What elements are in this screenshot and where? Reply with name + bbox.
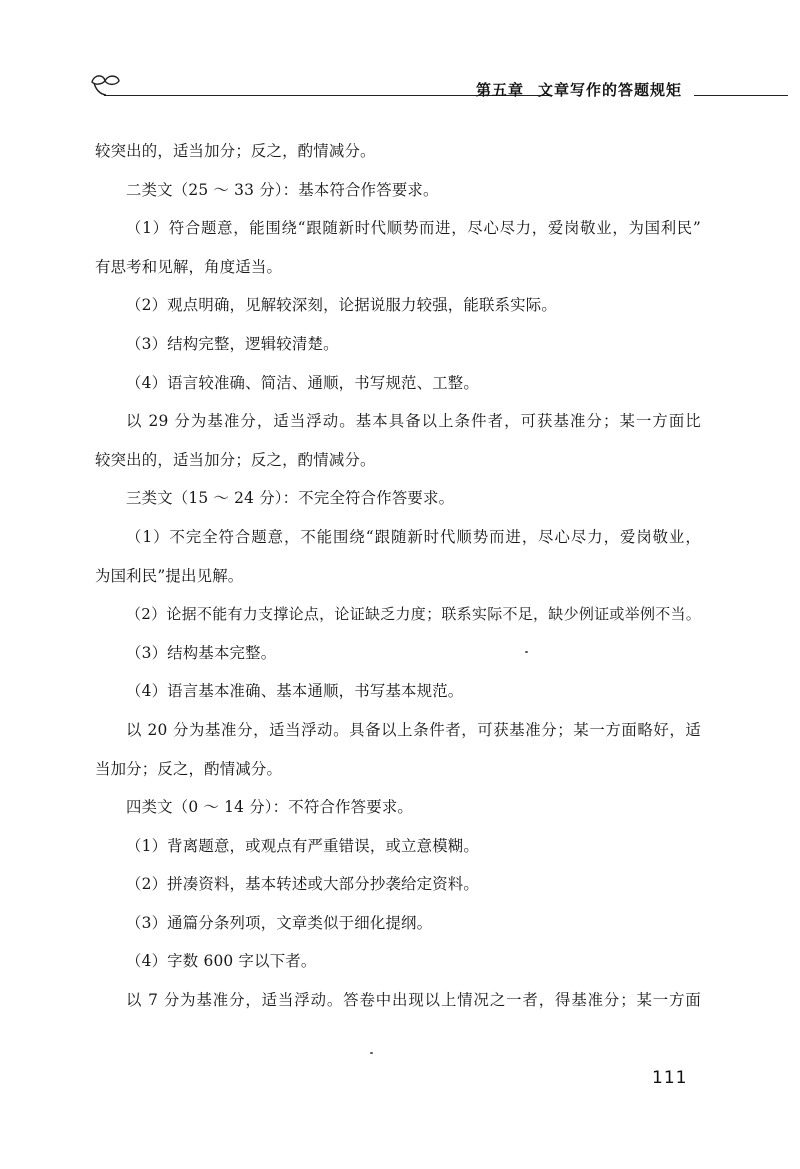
criterion-item: （4）语言基本准确、基本通顺，书写基本规范。 xyxy=(126,682,464,701)
criterion-item: （4）语言较准确、简洁、通顺，书写规范、工整。 xyxy=(126,373,479,392)
scoring-note: 以 20 分为基准分，适当浮动。具备以上条件者，可获基准分；某一方面略好，适 xyxy=(126,720,701,739)
criterion-item: （1）符合题意，能围绕“跟随新时代顺势而进，尽心尽力，爱岗敬业，为国利民” xyxy=(126,219,701,238)
page-number: 111 xyxy=(652,1068,688,1088)
criterion-item: （1）背离题意，或观点有严重错误，或立意模糊。 xyxy=(126,836,479,855)
criterion-item: （2）论据不能有力支撑论点，论证缺乏力度；联系实际不足，缺少例证或举例不当。 xyxy=(126,605,701,624)
scan-speck xyxy=(525,651,528,653)
criterion-item: （1）不完全符合题意，不能围绕“跟随新时代顺势而进，尽心尽力，爱岗敬业， xyxy=(126,527,701,546)
category-heading-four: 四类文（0 ～ 14 分）：不符合作答要求。 xyxy=(126,798,414,817)
text-line: 为国利民”提出见解。 xyxy=(95,566,244,585)
category-heading-three: 三类文（15 ～ 24 分）：不完全符合作答要求。 xyxy=(126,489,455,508)
text-line: 有思考和见解，角度适当。 xyxy=(95,257,283,276)
header-rule-right xyxy=(694,95,788,96)
scoring-note: 以 7 分为基准分，适当浮动。答卷中出现以上情况之一者，得基准分；某一方面 xyxy=(126,991,701,1010)
text-line: 当加分；反之，酌情减分。 xyxy=(95,759,283,778)
category-heading-two: 二类文（25 ～ 33 分）：基本符合作答要求。 xyxy=(126,180,439,199)
text-line: 较突出的，适当加分；反之，酌情减分。 xyxy=(95,450,376,469)
running-header xyxy=(88,70,788,104)
criterion-item: （3）结构完整，逻辑较清楚。 xyxy=(126,334,339,353)
chapter-title: 文章写作的答题规矩 xyxy=(538,81,683,99)
double-leaf-ornament-icon xyxy=(88,70,128,104)
scan-speck xyxy=(370,1052,373,1054)
chapter-number: 第五章 xyxy=(476,81,525,99)
chapter-heading xyxy=(476,79,682,100)
text-line: 较突出的，适当加分；反之，酌情减分。 xyxy=(95,142,376,160)
criterion-item: （2）拼凑资料，基本转述或大部分抄袭给定资料。 xyxy=(126,875,479,894)
body-text xyxy=(95,140,701,1028)
criterion-item: （3）结构基本完整。 xyxy=(126,643,277,662)
criterion-item: （2）观点明确，见解较深刻，论据说服力较强，能联系实际。 xyxy=(126,296,557,315)
scoring-note: 以 29 分为基准分，适当浮动。基本具备以上条件者，可获基准分；某一方面比 xyxy=(126,412,701,431)
criterion-item: （3）通篇分条列项，文章类似于细化提纲。 xyxy=(126,913,433,932)
criterion-item: （4）字数 600 字以下者。 xyxy=(126,952,317,971)
